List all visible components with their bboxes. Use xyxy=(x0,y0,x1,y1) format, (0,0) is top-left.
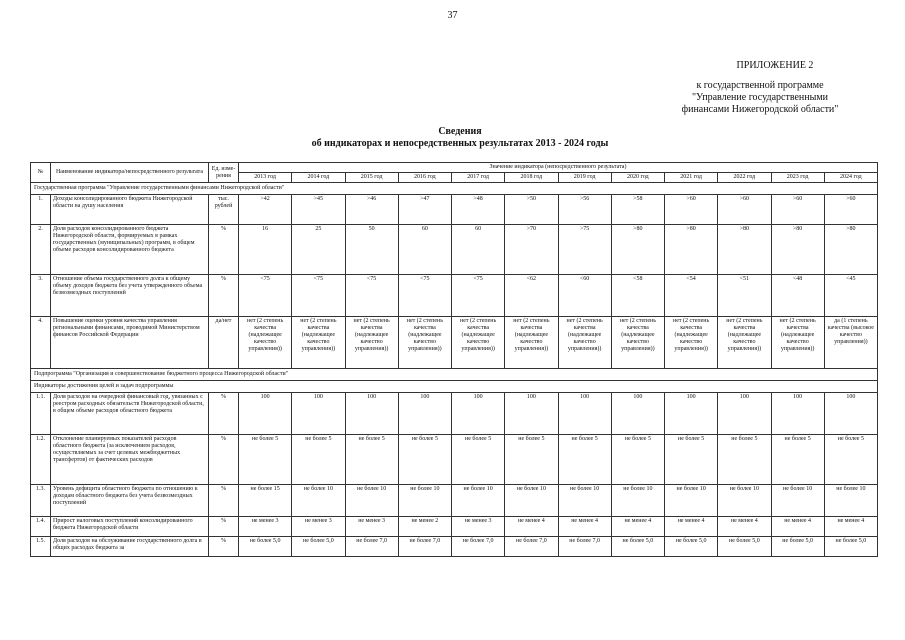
appendix-label: ПРИЛОЖЕНИЕ 2 xyxy=(736,60,814,71)
value-cell: 100 xyxy=(398,393,451,435)
value-cell: не более 7,0 xyxy=(558,537,611,557)
value-cell: нет (2 степень качества (надлежащее качество управления)) xyxy=(292,317,345,369)
value-cell: не более 5 xyxy=(771,435,824,485)
unit-cell: % xyxy=(209,435,239,485)
document-title xyxy=(250,126,670,150)
table-row xyxy=(31,317,878,369)
value-cell: не более 5 xyxy=(665,435,718,485)
section-title: Государственная программа "Управление государственными финансами Нижегородской области" xyxy=(31,183,878,195)
appendix-line-2: "Управление государственными xyxy=(691,92,829,103)
year-header: 2021 год xyxy=(665,173,718,183)
indicator-name: Прирост налоговых поступлений консолидированного бюджета Нижегородской области xyxy=(51,517,209,537)
indicator-name: Повышение оценки уровня качества управления региональными финансами, проводимой Министерством финансов Российской Федерации xyxy=(51,317,209,369)
row-number: 3. xyxy=(31,275,51,317)
value-cell: нет (2 степень качества (надлежащее качество управления)) xyxy=(665,317,718,369)
year-header: 2015 год xyxy=(345,173,398,183)
value-cell: <54 xyxy=(665,275,718,317)
value-cell: 100 xyxy=(345,393,398,435)
year-header: 2013 год xyxy=(239,173,292,183)
header-name: Наименование индикатора/непосредственного результата xyxy=(51,163,209,183)
table-row xyxy=(31,485,878,517)
page-number: 37 xyxy=(447,10,458,21)
value-cell: >46 xyxy=(345,195,398,225)
value-cell: >60 xyxy=(718,195,771,225)
indicator-name: Доля расходов на обслуживание государственного долга в общих расходах бюджета за xyxy=(51,537,209,557)
value-cell: не более 5,0 xyxy=(292,537,345,557)
value-cell: <75 xyxy=(345,275,398,317)
value-cell: >56 xyxy=(558,195,611,225)
value-cell: не более 10 xyxy=(824,485,877,517)
unit-cell: да/нет xyxy=(209,317,239,369)
value-cell: >60 xyxy=(824,195,877,225)
section-row xyxy=(31,381,878,393)
value-cell: не более 5,0 xyxy=(771,537,824,557)
value-cell: не более 5 xyxy=(824,435,877,485)
value-cell: нет (2 степень качества (надлежащее качество управления)) xyxy=(505,317,558,369)
value-cell: не более 5 xyxy=(292,435,345,485)
value-cell: 100 xyxy=(558,393,611,435)
unit-cell: тыс. рублей xyxy=(209,195,239,225)
indicator-name: Отношение объема государственного долга к общему объему доходов бюджета без учета утвержденного объема безвозмездных поступлений xyxy=(51,275,209,317)
indicator-name: Уровень дефицита областного бюджета по отношению к доходам областного бюджета без учета безвозмездных поступлений xyxy=(51,485,209,517)
value-cell: не более 10 xyxy=(718,485,771,517)
value-cell: не более 7,0 xyxy=(505,537,558,557)
unit-cell: % xyxy=(209,225,239,275)
value-cell: не более 10 xyxy=(665,485,718,517)
value-cell: не менее 4 xyxy=(611,517,664,537)
value-cell: не более 10 xyxy=(292,485,345,517)
year-header: 2023 год xyxy=(771,173,824,183)
value-cell: 25 xyxy=(292,225,345,275)
value-cell: не менее 4 xyxy=(665,517,718,537)
row-number: 1. xyxy=(31,195,51,225)
table-row xyxy=(31,393,878,435)
value-cell: нет (2 степень качества (надлежащее качество управления)) xyxy=(718,317,771,369)
section-row xyxy=(31,183,878,195)
value-cell: >48 xyxy=(452,195,505,225)
appendix-line-1: к государственной программе xyxy=(696,80,824,91)
table-row xyxy=(31,435,878,485)
value-cell: не более 5,0 xyxy=(239,537,292,557)
value-cell: <75 xyxy=(292,275,345,317)
value-cell: не более 10 xyxy=(345,485,398,517)
value-cell: не более 7,0 xyxy=(398,537,451,557)
row-number: 1.2. xyxy=(31,435,51,485)
value-cell: не менее 4 xyxy=(824,517,877,537)
value-cell: <75 xyxy=(452,275,505,317)
year-header: 2020 год xyxy=(611,173,664,183)
value-cell: не более 5 xyxy=(505,435,558,485)
year-header: 2022 год xyxy=(718,173,771,183)
value-cell: >60 xyxy=(665,195,718,225)
value-cell: не более 5 xyxy=(718,435,771,485)
year-header: 2019 год xyxy=(558,173,611,183)
value-cell: не более 5,0 xyxy=(611,537,664,557)
value-cell: 60 xyxy=(452,225,505,275)
value-cell: не более 10 xyxy=(398,485,451,517)
indicator-name: Доля расходов консолидированного бюджета Нижегородской области, формируемых в рамках государственных (муниципальных) программ, в общем объеме расходов консолидированного бюджета xyxy=(51,225,209,275)
value-cell: >58 xyxy=(611,195,664,225)
unit-cell: % xyxy=(209,485,239,517)
table-row xyxy=(31,537,878,557)
value-cell: не более 7,0 xyxy=(345,537,398,557)
value-cell: >80 xyxy=(665,225,718,275)
value-cell: 60 xyxy=(398,225,451,275)
value-cell: >45 xyxy=(292,195,345,225)
value-cell: <51 xyxy=(718,275,771,317)
value-cell: >80 xyxy=(718,225,771,275)
value-cell: 100 xyxy=(718,393,771,435)
value-cell: >80 xyxy=(611,225,664,275)
title-line-1: Сведения xyxy=(438,126,482,137)
value-cell: 50 xyxy=(345,225,398,275)
section-title: Индикаторы достижения целей и задач подпрограммы xyxy=(31,381,878,393)
value-cell: >47 xyxy=(398,195,451,225)
row-number: 2. xyxy=(31,225,51,275)
value-cell: нет (2 степень качества (надлежащее качество управления)) xyxy=(345,317,398,369)
value-cell: не более 5,0 xyxy=(824,537,877,557)
value-cell: не менее 4 xyxy=(718,517,771,537)
value-cell: не менее 4 xyxy=(505,517,558,537)
header-unit: Ед. изме-рения xyxy=(209,163,239,183)
table-row xyxy=(31,195,878,225)
header-num: № xyxy=(31,163,51,183)
value-cell: не более 5 xyxy=(398,435,451,485)
value-cell: не более 7,0 xyxy=(452,537,505,557)
value-cell: >80 xyxy=(771,225,824,275)
row-number: 1.5. xyxy=(31,537,51,557)
value-cell: нет (2 степень качества (надлежащее качество управления)) xyxy=(239,317,292,369)
value-cell: <75 xyxy=(398,275,451,317)
row-number: 1.1. xyxy=(31,393,51,435)
table-row xyxy=(31,517,878,537)
indicator-name: Доля расходов на очередной финансовый год, увязанных с реестром расходных обязательств Нижегородской области, в общем объеме расходов областного бюджета xyxy=(51,393,209,435)
year-header: 2016 год xyxy=(398,173,451,183)
unit-cell: % xyxy=(209,537,239,557)
value-cell: не более 10 xyxy=(452,485,505,517)
unit-cell: % xyxy=(209,517,239,537)
table-row xyxy=(31,275,878,317)
value-cell: 100 xyxy=(824,393,877,435)
value-cell: не менее 3 xyxy=(345,517,398,537)
value-cell: не более 5 xyxy=(558,435,611,485)
value-cell: нет (2 степень качества (надлежащее качество управления)) xyxy=(611,317,664,369)
section-row xyxy=(31,369,878,381)
section-title: Подпрограмма "Организация и совершенствование бюджетного процесса Нижегородской области" xyxy=(31,369,878,381)
value-cell: 100 xyxy=(771,393,824,435)
value-cell: не более 5 xyxy=(452,435,505,485)
row-number: 1.4. xyxy=(31,517,51,537)
value-cell: 100 xyxy=(239,393,292,435)
value-cell: <60 xyxy=(558,275,611,317)
year-header: 2014 год xyxy=(292,173,345,183)
value-cell: не более 10 xyxy=(611,485,664,517)
year-header: 2018 год xyxy=(505,173,558,183)
value-cell: 100 xyxy=(292,393,345,435)
header-row xyxy=(31,163,878,173)
value-cell: <45 xyxy=(824,275,877,317)
value-cell: нет (2 степень качества (надлежащее качество управления)) xyxy=(771,317,824,369)
value-cell: да (1 степень качества (высокое качество управления)) xyxy=(824,317,877,369)
value-cell: не менее 2 xyxy=(398,517,451,537)
value-cell: не более 15 xyxy=(239,485,292,517)
indicators-table xyxy=(30,162,878,557)
indicator-name: Доходы консолидированного бюджета Нижегородской области на душу населения xyxy=(51,195,209,225)
year-header: 2024 год xyxy=(824,173,877,183)
value-cell: >75 xyxy=(558,225,611,275)
row-number: 4. xyxy=(31,317,51,369)
value-cell: 100 xyxy=(665,393,718,435)
value-cell: нет (2 степень качества (надлежащее качество управления)) xyxy=(452,317,505,369)
row-number: 1.3. xyxy=(31,485,51,517)
value-cell: >80 xyxy=(824,225,877,275)
value-cell: >70 xyxy=(505,225,558,275)
value-cell: нет (2 степень качества (надлежащее качество управления)) xyxy=(558,317,611,369)
value-cell: 16 xyxy=(239,225,292,275)
title-line-2: об индикаторах и непосредственных результатах 2013 - 2024 годы xyxy=(311,138,609,149)
year-header: 2017 год xyxy=(452,173,505,183)
value-cell: не менее 4 xyxy=(771,517,824,537)
value-cell: не менее 4 xyxy=(558,517,611,537)
indicator-name: Отклонение планируемых показателей расходов областного бюджета (за исключением расходов, осуществляемых за счет целевых межбюджетных трансфертов) от фактических расходов xyxy=(51,435,209,485)
value-cell: >42 xyxy=(239,195,292,225)
value-cell: не более 10 xyxy=(558,485,611,517)
value-cell: не более 5 xyxy=(345,435,398,485)
value-cell: не более 5,0 xyxy=(665,537,718,557)
value-cell: 100 xyxy=(452,393,505,435)
table-row xyxy=(31,225,878,275)
value-cell: <62 xyxy=(505,275,558,317)
value-cell: <75 xyxy=(239,275,292,317)
header-values: Значение индикатора (непосредственного результата) xyxy=(239,163,878,173)
value-cell: не более 10 xyxy=(505,485,558,517)
value-cell: не менее 3 xyxy=(452,517,505,537)
value-cell: не менее 3 xyxy=(292,517,345,537)
value-cell: >50 xyxy=(505,195,558,225)
value-cell: >60 xyxy=(771,195,824,225)
unit-cell: % xyxy=(209,275,239,317)
value-cell: <58 xyxy=(611,275,664,317)
value-cell: не менее 3 xyxy=(239,517,292,537)
value-cell: не более 5 xyxy=(611,435,664,485)
value-cell: не более 10 xyxy=(771,485,824,517)
value-cell: 100 xyxy=(505,393,558,435)
value-cell: не более 5 xyxy=(239,435,292,485)
value-cell: нет (2 степень качества (надлежащее качество управления)) xyxy=(398,317,451,369)
appendix-subtitle xyxy=(660,80,860,116)
unit-cell: % xyxy=(209,393,239,435)
appendix-line-3: финансами Нижегородской области" xyxy=(681,104,839,115)
value-cell: не более 5,0 xyxy=(718,537,771,557)
value-cell: <48 xyxy=(771,275,824,317)
value-cell: 100 xyxy=(611,393,664,435)
